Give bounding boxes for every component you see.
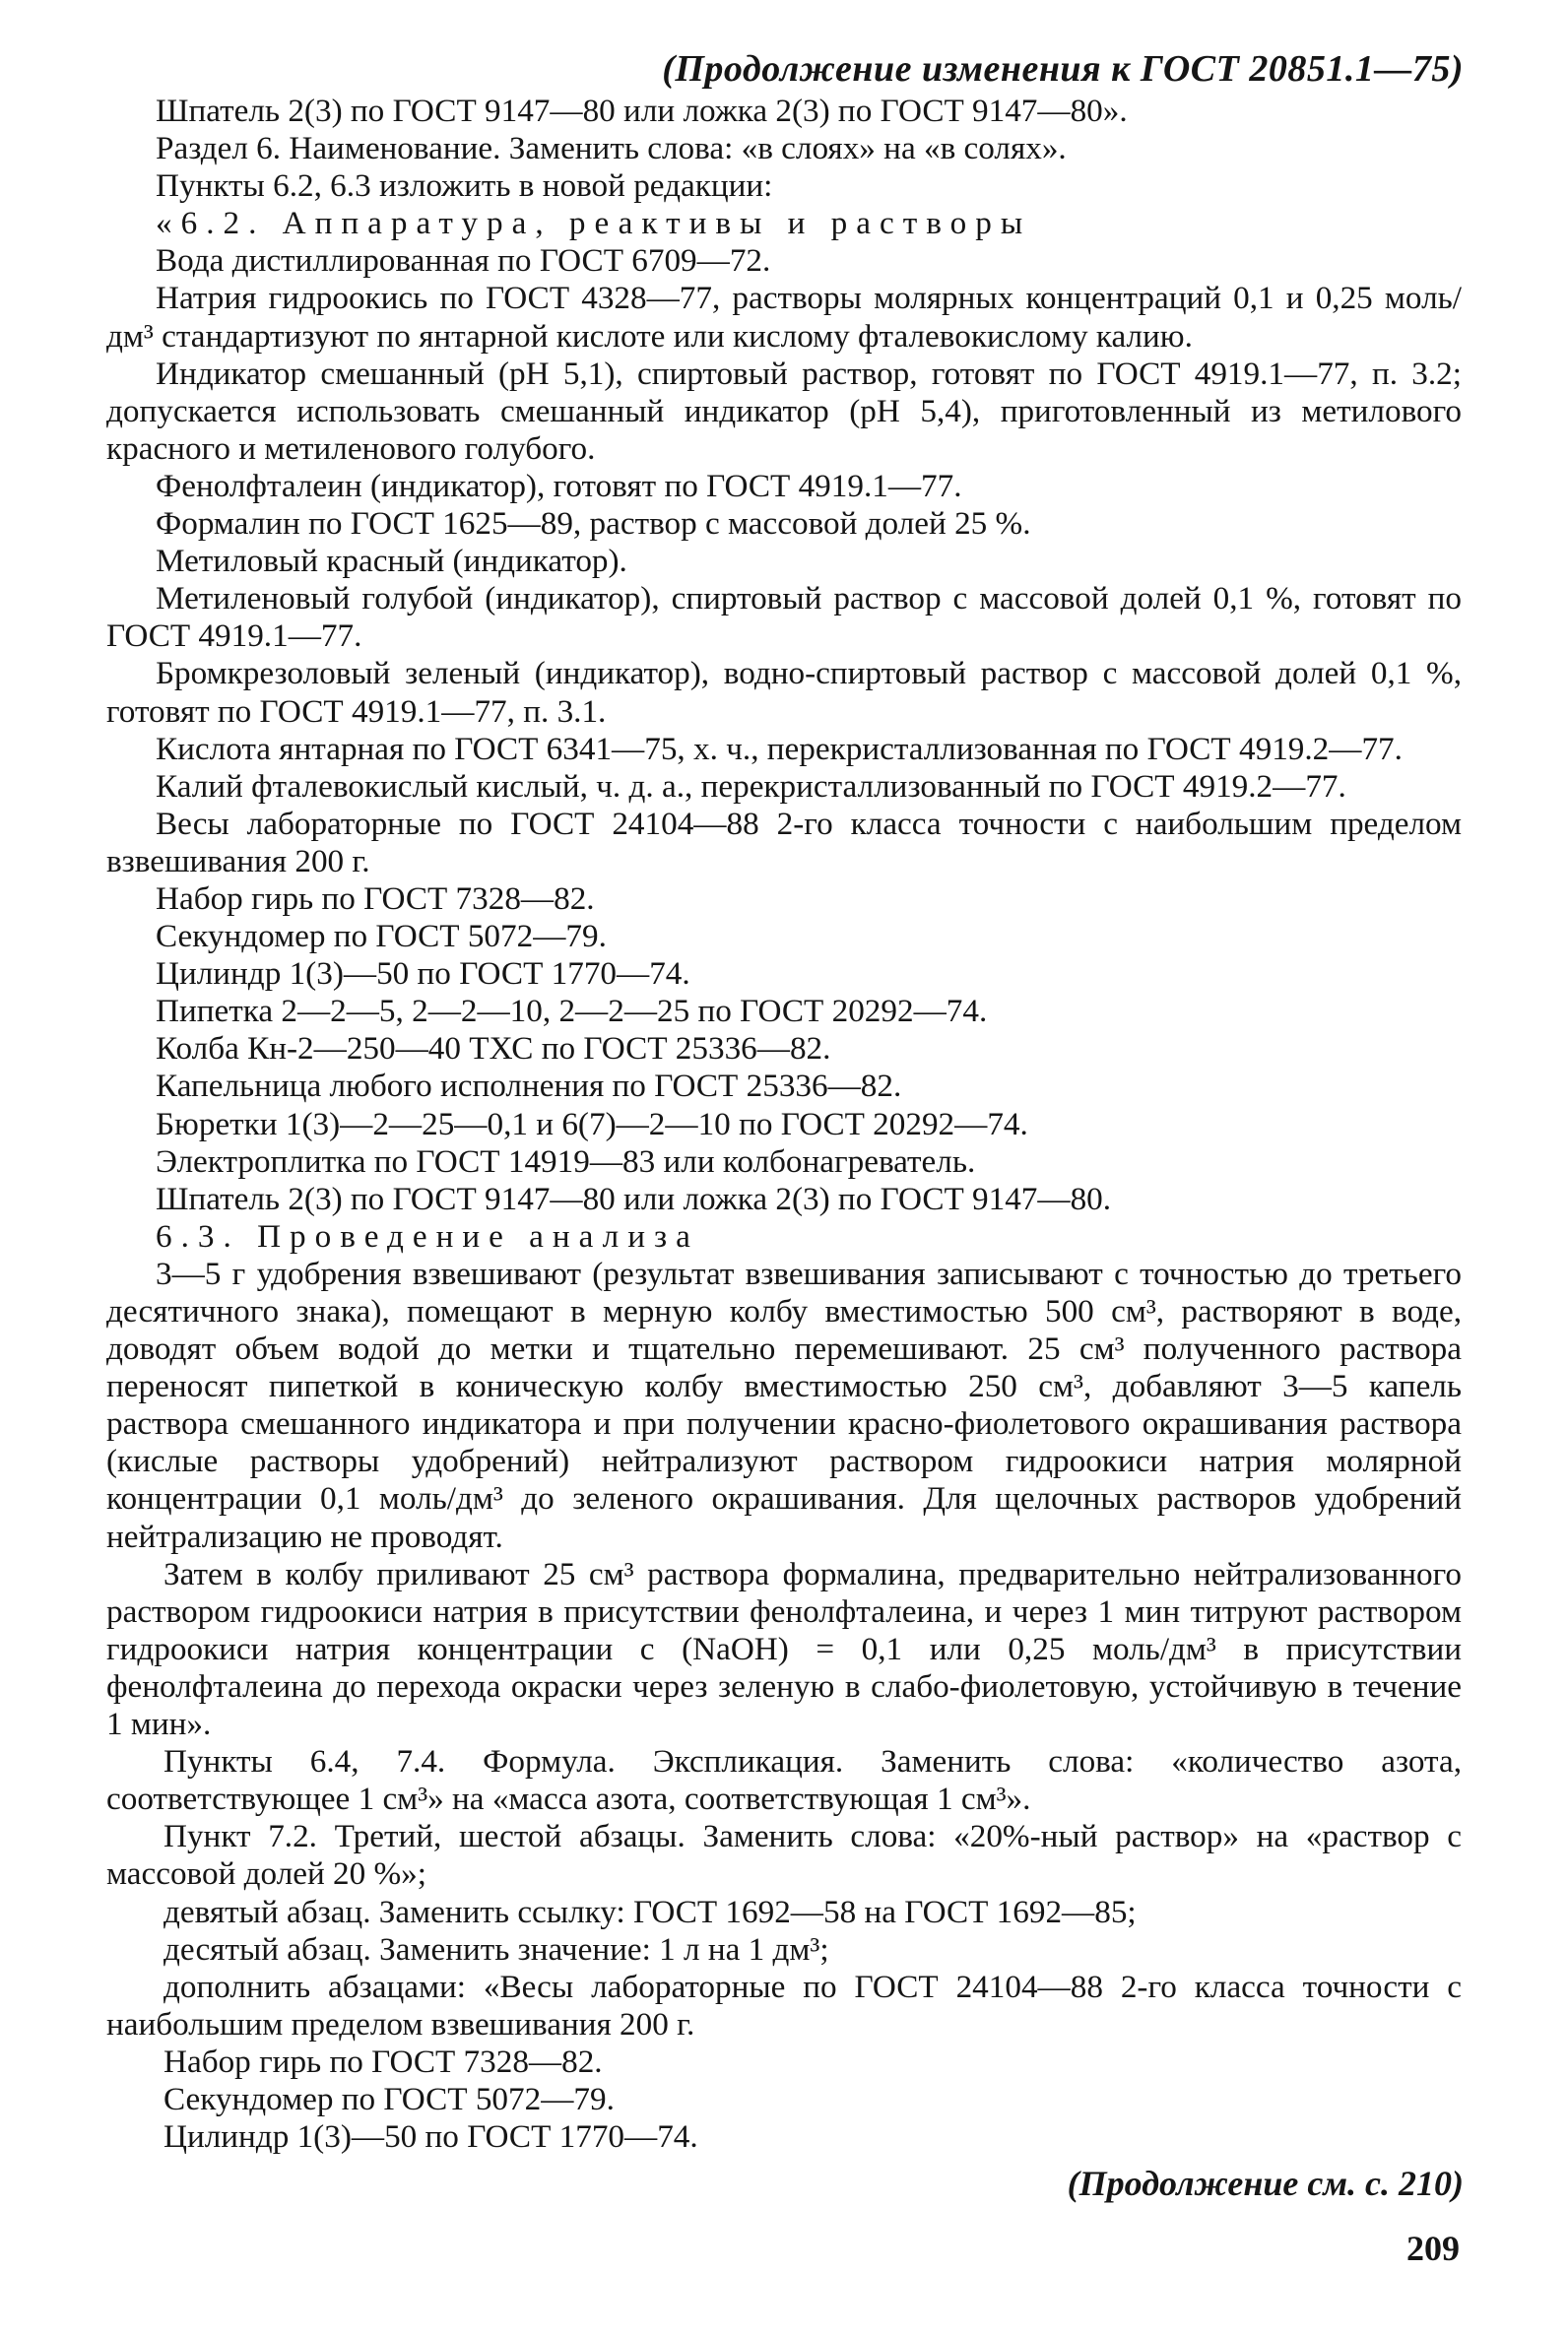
- paragraph: Капельница любого исполнения по ГОСТ 25336—82.: [156, 1068, 902, 1105]
- paragraph: Кислота янтарная по ГОСТ 6341—75, х. ч., перекристаллизованная по ГОСТ 4919.2—77.: [156, 730, 1403, 767]
- section-heading: 6.3. Проведение анализа: [156, 1217, 699, 1255]
- paragraph: Калий фталевокислый кислый, ч. д. а., перекристаллизованный по ГОСТ 4919.2—77.: [156, 767, 1346, 805]
- paragraph: Фенолфталеин (индикатор), готовят по ГОСТ 4919.1—77.: [156, 467, 962, 504]
- paragraph: десятый абзац. Заменить значение: 1 л на 1 дм³;: [163, 1930, 829, 1968]
- paragraph: Цилиндр 1(3)—50 по ГОСТ 1770—74.: [156, 955, 690, 993]
- paragraph: Шпатель 2(3) по ГОСТ 9147—80 или ложка 2(3) по ГОСТ 9147—80».: [156, 93, 1128, 129]
- paragraph: Секундомер по ГОСТ 5072—79.: [163, 2080, 615, 2117]
- paragraph: Колба Кн-2—250—40 ТХС по ГОСТ 25336—82.: [156, 1030, 831, 1068]
- paragraph: Пункт 7.2. Третий, шестой абзацы. Заменить слова: «20%-ный раствор» на «раствор с массовой долей 20 %»;: [106, 1818, 1462, 1893]
- continuation-note: (Продолжение см. с. 210): [1067, 2164, 1464, 2203]
- paragraph: Метиловый красный (индикатор).: [156, 543, 627, 580]
- paragraph: Пункты 6.2, 6.3 изложить в новой редакции:: [156, 167, 773, 205]
- paragraph: Весы лабораторные по ГОСТ 24104—88 2-го класса точности с наибольшим пределом взвешивания 200 г.: [106, 805, 1462, 879]
- paragraph: Бюретки 1(3)—2—25—0,1 и 6(7)—2—10 по ГОСТ 20292—74.: [156, 1105, 1028, 1142]
- paragraph: Раздел 6. Наименование. Заменить слова: «в слоях» на «в солях».: [156, 130, 1067, 167]
- paragraph: Затем в колбу приливают 25 см³ раствора формалина, предварительно нейтрализованного раствором гидроокиси натрия в присутствии фенолфталеина, и через 1 мин титруют раствором гидроокиси натрия концентрации c (NaOH) = 0,1 или 0,25 моль/дм³ в присутствии фенолфталеина до перехода окраски через зеленую в слабо-фиолетовую, устойчивую в течение 1 мин».: [106, 1555, 1462, 1743]
- paragraph: Метиленовый голубой (индикатор), спиртовый раствор с массовой долей 0,1 %, готовят по ГОСТ 4919.1—77.: [106, 580, 1462, 655]
- paragraph: Пипетка 2—2—5, 2—2—10, 2—2—25 по ГОСТ 20292—74.: [156, 993, 988, 1030]
- running-header: (Продолжение изменения к ГОСТ 20851.1—75): [662, 48, 1464, 90]
- paragraph: дополнить абзацами: «Весы лабораторные по ГОСТ 24104—88 2-го класса точности с наибольшим пределом взвешивания 200 г.: [106, 1968, 1462, 2043]
- paragraph: Секундомер по ГОСТ 5072—79.: [156, 918, 607, 955]
- paragraph: девятый абзац. Заменить ссылку: ГОСТ 1692—58 на ГОСТ 1692—85;: [163, 1893, 1137, 1930]
- page-number: 209: [1406, 2229, 1460, 2268]
- section-heading: «6.2. Аппаратура, реактивы и растворы: [156, 205, 1032, 242]
- paragraph: Натрия гидроокись по ГОСТ 4328—77, растворы молярных концентраций 0,1 и 0,25 моль/дм³ стандартизуют по янтарной кислоте или кислому фталевокислому калию.: [106, 280, 1462, 355]
- body-text: [106, 93, 1462, 2156]
- paragraph: Набор гирь по ГОСТ 7328—82.: [156, 879, 595, 917]
- paragraph: Бромкрезоловый зеленый (индикатор), водно-спиртовый раствор с массовой долей 0,1 %, готовят по ГОСТ 4919.1—77, п. 3.1.: [106, 655, 1462, 730]
- paragraph: Электроплитка по ГОСТ 14919—83 или колбонагреватель.: [156, 1142, 976, 1180]
- paragraph: Индикатор смешанный (рН 5,1), спиртовый раствор, готовят по ГОСТ 4919.1—77, п. 3.2; допускается использовать смешанный индикатор (рН 5,4), приготовленный из метилового красного и метиленового голубого.: [106, 355, 1462, 467]
- paragraph: Цилиндр 1(3)—50 по ГОСТ 1770—74.: [163, 2118, 698, 2156]
- paragraph: 3—5 г удобрения взвешивают (результат взвешивания записывают с точностью до третьего десятичного знака), помещают в мерную колбу вместимостью 500 см³, растворяют в воде, доводят объем водой до метки и тщательно перемешивают. 25 см³ полученного раствора переносят пипеткой в коническую колбу вместимостью 250 см³, добавляют 3—5 капель раствора смешанного индикатора и при получении красно-фиолетового окрашивания раствора (кислые растворы удобрений) нейтрализуют раствором гидроокиси натрия молярной концентрации 0,1 моль/дм³ до зеленого окрашивания. Для щелочных растворов удобрений нейтрализацию не проводят.: [106, 1255, 1462, 1555]
- paragraph: Формалин по ГОСТ 1625—89, раствор с массовой долей 25 %.: [156, 505, 1031, 543]
- paragraph: Вода дистиллированная по ГОСТ 6709—72.: [156, 242, 771, 280]
- paragraph: Пункты 6.4, 7.4. Формула. Экспликация. Заменить слова: «количество азота, соответствующее 1 см³» на «масса азота, соответствующая 1 см³».: [106, 1743, 1462, 1818]
- paragraph: Набор гирь по ГОСТ 7328—82.: [163, 2043, 603, 2080]
- paragraph: Шпатель 2(3) по ГОСТ 9147—80 или ложка 2(3) по ГОСТ 9147—80.: [156, 1180, 1112, 1217]
